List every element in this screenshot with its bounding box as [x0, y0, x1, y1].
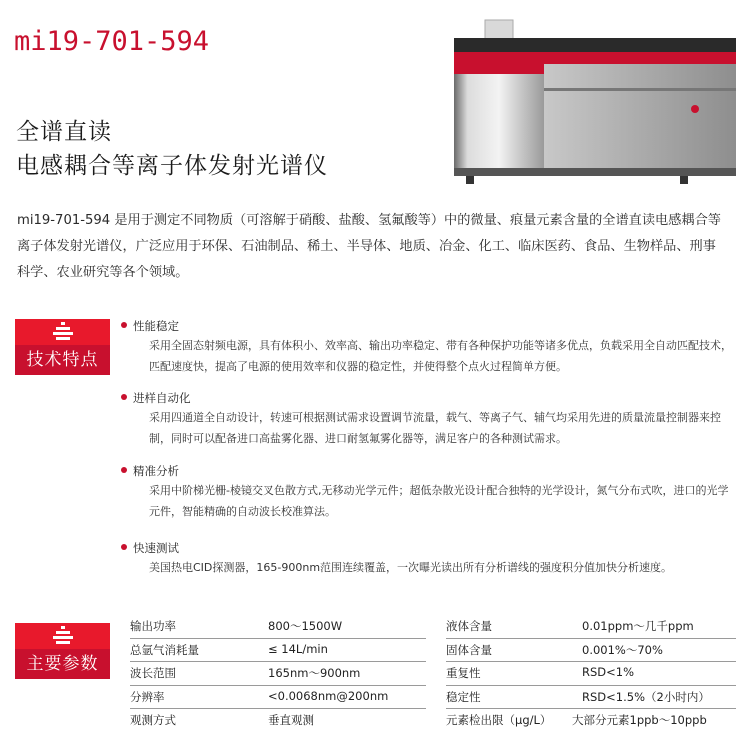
- table-row: [446, 709, 736, 732]
- params-table-left: [130, 615, 426, 732]
- param-key: 波长范围: [130, 666, 176, 681]
- param-value: 0.01ppm～几千ppm: [582, 619, 694, 633]
- param-value: RSD<1.5%（2小时内）: [582, 689, 710, 704]
- feature-item: [133, 389, 733, 449]
- params-badge-label: 主要参数: [15, 649, 110, 679]
- feature-item: [133, 317, 733, 377]
- feature-title: 进样自动化: [133, 391, 191, 405]
- param-key: 总氩气消耗量: [130, 642, 199, 657]
- param-value: 165nm～900nm: [268, 666, 361, 681]
- param-value: ≤ 14L/min: [268, 641, 328, 656]
- model-number: mi19-701-594: [14, 26, 210, 57]
- param-value: <0.0068nm@200nm: [268, 688, 389, 703]
- table-row: [130, 686, 426, 710]
- feature-title: 性能稳定: [133, 319, 179, 333]
- feature-body: 美国热电CID探测器，165-900nm范围连续覆盖，一次曝光读出所有分析谱线的强度积分值加快分析速度。: [149, 561, 673, 574]
- bullet-icon: [121, 394, 127, 400]
- param-value: 800～1500W: [268, 619, 343, 633]
- param-key: 稳定性: [446, 689, 481, 704]
- table-row: [446, 686, 736, 710]
- feature-body: 采用四通道全自动设计，转速可根据测试需求设置调节流量，载气、等离子气、辅气均采用先进的质量流量控制器来控制，同时可以配备进口高盐雾化器、进口耐氢氟雾化器等，满足客户的各种测试需求。: [149, 411, 721, 445]
- bullet-icon: [121, 544, 127, 550]
- feature-item: [133, 539, 733, 578]
- bullet-icon: [121, 467, 127, 473]
- feature-title: 精准分析: [133, 464, 179, 478]
- feature-item: [133, 462, 733, 522]
- table-row: [130, 662, 426, 686]
- feature-body: 采用全固态射频电源，具有体积小、效率高、输出功率稳定、带有各种保护功能等诸多优点，负载采用全自动匹配技术，匹配速度快，提高了电源的使用效率和仪器的稳定性，并使得整个点火过程简单方便。: [149, 339, 732, 373]
- instrument-image: [440, 18, 740, 188]
- table-row: [130, 615, 426, 639]
- table-row: [446, 615, 736, 639]
- param-value: 大部分元素1ppb～10ppb: [572, 713, 707, 728]
- param-value: 0.001%～70%: [582, 642, 663, 657]
- param-key: 液体含量: [446, 619, 492, 633]
- param-key: 输出功率: [130, 619, 176, 633]
- table-row: [130, 709, 426, 732]
- feature-title: 快速测试: [133, 541, 179, 555]
- table-row: [446, 639, 736, 663]
- table-row: [130, 639, 426, 663]
- param-key: 观测方式: [130, 713, 176, 728]
- title-line-1: 全谱直读: [16, 119, 112, 145]
- params-badge: [15, 623, 110, 679]
- param-key: 重复性: [446, 666, 481, 681]
- intro-paragraph: mi19-701-594 是用于测定不同物质（可溶解于硝酸、盐酸、氢氟酸等）中的微量、痕量元素含量的全谱直读电感耦合等离子体发射光谱仪，广泛应用于环保、石油制品、稀土、半导体、地质、冶金、化工、临床医药、食品、生物样品、刑事科学、农业研究等各个领域。: [17, 213, 721, 280]
- table-row: [446, 662, 736, 686]
- feature-body: 采用中阶梯光栅-棱镜交叉色散方式,无移动光学元件；超低杂散光设计配合独特的光学设计，氮气分布式吹，进口的光学元件，智能精确的自动波长校准算法。: [149, 484, 729, 518]
- param-key: 固体含量: [446, 642, 492, 657]
- param-value: RSD<1%: [582, 665, 635, 680]
- param-value: 垂直观测: [268, 713, 314, 728]
- params-table-right: [446, 615, 736, 732]
- title-line-2: 电感耦合等离子体发射光谱仪: [16, 153, 328, 179]
- param-key: 分辨率: [130, 689, 165, 704]
- bars-icon: [51, 626, 75, 646]
- bullet-icon: [121, 322, 127, 328]
- param-key: 元素检出限（μg/L）: [446, 713, 552, 728]
- features-badge-label: 技术特点: [15, 345, 110, 375]
- bars-icon: [51, 322, 75, 342]
- features-badge: [15, 319, 110, 375]
